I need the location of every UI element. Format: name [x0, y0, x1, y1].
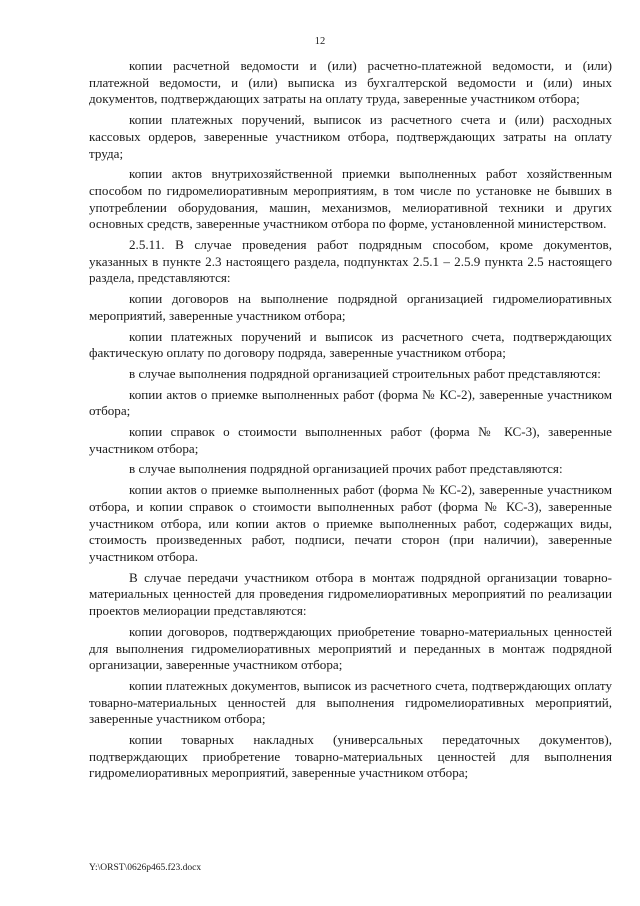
- document-body: [89, 58, 612, 786]
- paragraph-4: 2.5.11. В случае проведения работ подрядным способом, кроме документов, указанных в пункте 2.3 настоящего раздела, подпунктах 2.5.1 – 2.5.9 пункта 2.5 настоящего раздела, представляются:: [89, 237, 612, 286]
- paragraph-13: копии договоров, подтверждающих приобретение товарно-материальных ценностей для выполнения гидромелиоративных мероприятий и переданных в монтаж подрядной организации, заверенные участником отбора;: [89, 623, 612, 673]
- page-number: 12: [314, 36, 326, 47]
- paragraph-1: копии расчетной ведомости и (или) расчетно-платежной ведомости, и (или) платежной ведомости, и (или) выписка из бухгалтерской ведомости и (или) иных документов, подтверждающих затраты на оплату труда, заверенные участником отбора;: [89, 58, 612, 107]
- paragraph-10: в случае выполнения подрядной организацией прочих работ представляются:: [129, 461, 563, 477]
- paragraph-15: копии товарных накладных (универсальных передаточных документов), подтверждающих приобретение товарно-материальных ценностей для выполнения гидромелиоративных мероприятий, заверенные участником отбора;: [89, 732, 612, 781]
- file-path-footer: Y:\ORST\0626p465.f23.docx: [89, 863, 202, 873]
- paragraph-11: копии актов о приемке выполненных работ (форма № КС-2), заверенные участником отбора, и копии справок о стоимости выполненных работ (форма № КС-3), заверенные участником отбора, или копии актов о приемке выполненных работ, содержащих виды, стоимость произведенных работ, подписи, печати сторон (при наличии), заверенные участником отбора.: [89, 482, 612, 564]
- paragraph-6: копии платежных поручений и выписок из расчетного счета, подтверждающих фактическую оплату по договору подряда, заверенные участником отбора;: [89, 328, 612, 361]
- paragraph-3: копии актов внутрихозяйственной приемки выполненных работ хозяйственным способом по гидромелиоративным мероприятиям, в том числе по установке не бывших в употреблении оборудования, машин, механизмов, мелиоративной техники и других основных средств, заверенные участником отбора по форме, установленной министерством.: [89, 166, 612, 232]
- paragraph-7: в случае выполнения подрядной организацией строительных работ представляются:: [129, 365, 601, 381]
- paragraph-9: копии справок о стоимости выполненных работ (форма № КС-3), заверенные участником отбора;: [89, 424, 612, 456]
- paragraph-8: копии актов о приемке выполненных работ (форма № КС-2), заверенные участником отбора;: [89, 386, 612, 419]
- paragraph-2: копии платежных поручений, выписок из расчетного счета и (или) расходных кассовых ордеров, заверенные участником отбора, подтверждающих затраты на оплату труда;: [89, 112, 612, 161]
- paragraph-12: В случае передачи участником отбора в монтаж подрядной организации товарно-материальных ценностей для проведения гидромелиоративных мероприятий по реализации проектов мелиорации представляются:: [89, 569, 612, 619]
- paragraph-14: копии платежных документов, выписок из расчетного счета, подтверждающих оплату товарно-материальных ценностей для выполнения гидромелиоративных мероприятий, заверенные участником отбора;: [89, 677, 612, 727]
- paragraph-5: копии договоров на выполнение подрядной организацией гидромелиоративных мероприятий, заверенные участником отбора;: [89, 291, 612, 323]
